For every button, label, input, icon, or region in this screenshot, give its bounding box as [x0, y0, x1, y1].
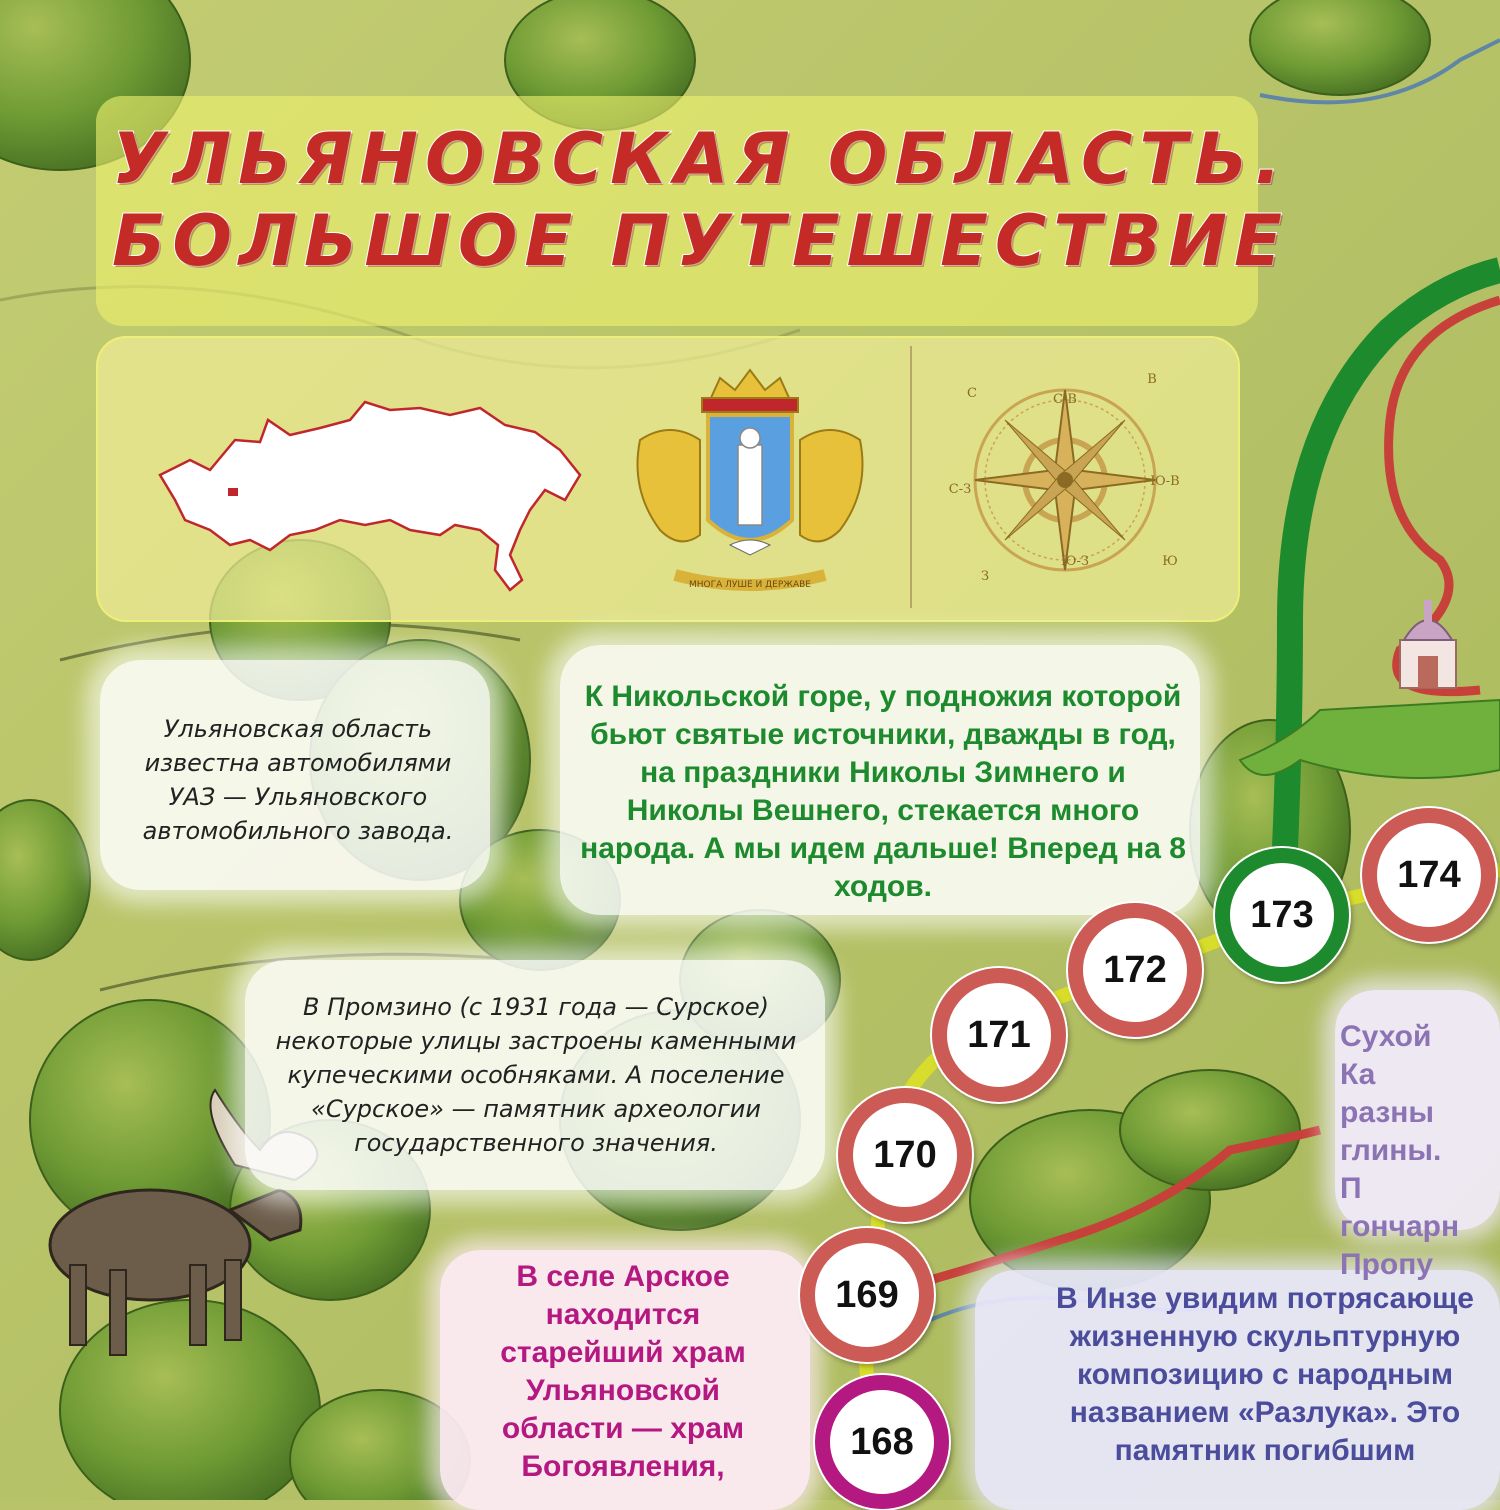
compass-label-sw: Ю-З [1060, 554, 1090, 569]
board-cell-172[interactable]: 172 [1068, 903, 1202, 1037]
compass-label-ne: С-В [1053, 392, 1077, 407]
note-promzino: В Промзино (с 1931 года — Сурское) некоторые улицы застроены каменными купеческими особняками. А поселение «Сурское» — памятник археологии государственного значения. [275, 993, 797, 1157]
board-cell-170[interactable]: 170 [838, 1088, 972, 1222]
compass-rose-icon [940, 365, 1200, 605]
compass-label-e: В [1147, 372, 1157, 387]
note-uaz: Ульяновская область известна автомобилями УАЗ — Ульяновского автомобильного завода. [142, 715, 454, 845]
compass-label-s: Ю [1162, 554, 1178, 569]
note-nikolskaya: К Никольской горе, у подножия которой бьют святые источники, дважды в год, на праздники Николы Зимнего и Николы Вешнего, стекается много народа. А мы идем дальше! Вперед на 8 ходов. [580, 680, 1186, 903]
russia-map [150, 380, 590, 600]
compass-label-se: Ю-В [1150, 474, 1180, 489]
title-line-2: БОЛЬШОЕ ПУТЕШЕСТВИЕ [112, 200, 1289, 282]
board-cell-168[interactable]: 168 [815, 1375, 949, 1509]
panel-divider [910, 346, 912, 608]
board-cell-171[interactable]: 171 [932, 968, 1066, 1102]
note-sukhoy: Сухой Ка разны глины. П гончарн Пропу [1340, 1020, 1460, 1281]
board-cell-169[interactable]: 169 [800, 1228, 934, 1362]
note-inza: В Инзе увидим потрясающе жизненную скульптурную композицию с народным названием «Разлука». Это памятник погибшим [1056, 1282, 1474, 1467]
board-cell-173[interactable]: 173 [1215, 848, 1349, 982]
compass-label-n: С [967, 386, 977, 401]
coat-of-arms-icon [620, 360, 880, 605]
board-cell-174[interactable]: 174 [1362, 808, 1496, 942]
note-arskoe: В селе Арское находится старейший храм Ульяновской области — храм Богоявления, [500, 1260, 746, 1483]
compass-label-nw: С-З [948, 482, 972, 497]
emblem-motto: МНОГА ЛУШЕ И ДЕРЖАВЕ [689, 580, 811, 590]
title-line-1: УЛЬЯНОВСКАЯ ОБЛАСТЬ. [112, 118, 1289, 200]
compass-label-w: З [980, 569, 990, 584]
